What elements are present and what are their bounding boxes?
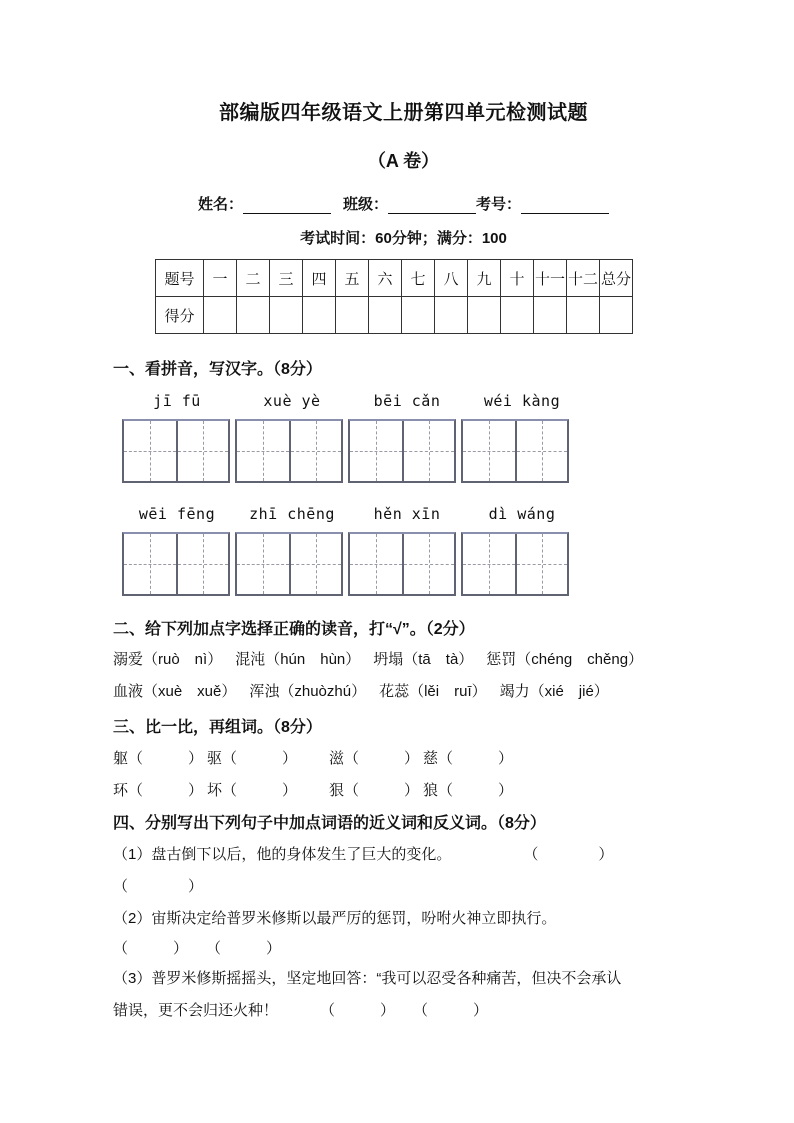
hanzi-grid-group xyxy=(235,419,343,483)
section3-row-2 xyxy=(113,780,694,802)
score-cell[interactable] xyxy=(237,297,270,334)
tian-zi-ge-cell[interactable] xyxy=(237,534,289,594)
section4-item3-line1: （3）普罗米修斯摇摇头，坚定地回答：“我可以忍受各种痛苦，但决不会承认 xyxy=(113,970,622,987)
pinyin-label: wēi fēng xyxy=(138,505,216,523)
word-formation-item[interactable]: 滋（ ） xyxy=(329,750,420,767)
section1-heading: 一、看拼音，写汉字。（8分） xyxy=(113,361,322,378)
pronunciation-choice-item[interactable]: 混沌（hún hùn） xyxy=(235,651,361,668)
section3-heading: 三、比一比，再组词。（8分） xyxy=(113,719,322,736)
score-table-header-cell: 总分 xyxy=(600,260,633,297)
word-formation-item[interactable]: 慈（ ） xyxy=(423,750,514,767)
tian-zi-ge-cell[interactable] xyxy=(289,421,341,481)
section2-heading: 二、给下列加点字选择正确的读音，打“√”。（2分） xyxy=(113,621,475,638)
pronunciation-choice-item[interactable]: 溺爱（ruò nì） xyxy=(113,651,223,668)
answer-blank[interactable]: （ ） xyxy=(113,878,204,895)
score-table-header-cell: 十一 xyxy=(534,260,567,297)
tian-zi-ge-cell[interactable] xyxy=(124,534,176,594)
tian-zi-ge-cell[interactable] xyxy=(350,534,402,594)
score-cell[interactable] xyxy=(369,297,402,334)
paper-version-subtitle: （A 卷） xyxy=(367,151,440,171)
score-cell[interactable] xyxy=(336,297,369,334)
score-cell[interactable] xyxy=(534,297,567,334)
section4-item3-line2 xyxy=(113,1000,694,1022)
score-table-header-cell: 六 xyxy=(369,260,402,297)
page-title: 部编版四年级语文上册第四单元检测试题 xyxy=(219,102,588,124)
section2-row-2 xyxy=(113,680,694,704)
tian-zi-ge-cell[interactable] xyxy=(124,421,176,481)
section4-item1-blank-line xyxy=(113,876,694,898)
word-formation-item[interactable]: 狠（ ） xyxy=(329,782,420,799)
pinyin-label: zhī chēng xyxy=(249,505,335,523)
score-table-score-row xyxy=(156,297,633,334)
pronunciation-choice-item[interactable]: 惩罚（chéng chěng） xyxy=(486,651,644,668)
hanzi-grid-group xyxy=(348,532,456,596)
hanzi-grid-group xyxy=(348,419,456,483)
pronunciation-choice-item[interactable]: 花蕊（lěi ruī） xyxy=(379,683,487,700)
tian-zi-ge-cell[interactable] xyxy=(237,421,289,481)
section4-item2-blanks xyxy=(113,938,694,960)
name-blank-field[interactable] xyxy=(243,199,331,214)
hanzi-grid-row-1 xyxy=(122,419,694,483)
pinyin-label: wéi kàng xyxy=(483,392,561,410)
answer-blank[interactable]: （ ） xyxy=(523,846,614,863)
hanzi-grid-group xyxy=(122,419,230,483)
tian-zi-ge-cell[interactable] xyxy=(176,534,228,594)
answer-blank[interactable]: （ ） xyxy=(320,1002,396,1019)
word-formation-item[interactable]: 狼（ ） xyxy=(423,782,514,799)
score-table-header-cell: 十二 xyxy=(567,260,600,297)
word-formation-item[interactable]: 环（ ） xyxy=(113,782,204,799)
sentence-text: （1）盘古倒下以后，他的身体发生了巨大的变化。 xyxy=(113,846,452,863)
pinyin-label: dì wáng xyxy=(488,505,556,523)
answer-blank[interactable]: （ ） xyxy=(413,1002,489,1019)
score-cell[interactable] xyxy=(501,297,534,334)
score-cell[interactable] xyxy=(204,297,237,334)
pronunciation-choice-item[interactable]: 竭力（xié jié） xyxy=(499,683,609,700)
pinyin-label: xuè yè xyxy=(263,392,321,410)
score-table-header-cell: 八 xyxy=(435,260,468,297)
pronunciation-choice-item[interactable]: 坍塌（tā tà） xyxy=(373,651,474,668)
section4-item1-line xyxy=(113,844,694,866)
word-formation-item[interactable]: 躯（ ） xyxy=(113,750,204,767)
score-table-header-cell: 十 xyxy=(501,260,534,297)
score-cell[interactable] xyxy=(402,297,435,334)
pinyin-label: hěn xīn xyxy=(373,505,441,523)
word-formation-item[interactable]: 驱（ ） xyxy=(207,750,298,767)
tian-zi-ge-cell[interactable] xyxy=(350,421,402,481)
student-info-line xyxy=(113,193,694,214)
exam-meta-line: 考试时间：60分钟；满分：100 xyxy=(300,230,507,247)
score-table xyxy=(155,259,633,334)
pinyin-label: jī fū xyxy=(153,392,201,410)
score-table-header-cell: 九 xyxy=(468,260,501,297)
tian-zi-ge-cell[interactable] xyxy=(289,534,341,594)
score-cell[interactable] xyxy=(435,297,468,334)
word-formation-item[interactable]: 坏（ ） xyxy=(207,782,298,799)
score-table-header-cell: 五 xyxy=(336,260,369,297)
sentence-text: 错误，更不会归还火种！ xyxy=(113,1002,279,1019)
score-table-header-cell: 三 xyxy=(270,260,303,297)
class-label: 班级： xyxy=(342,196,388,213)
score-table-header-cell: 二 xyxy=(237,260,270,297)
hanzi-grid-group xyxy=(235,532,343,596)
tian-zi-ge-cell[interactable] xyxy=(515,421,567,481)
pronunciation-choice-item[interactable]: 血液（xuè xuě） xyxy=(113,683,237,700)
tian-zi-ge-cell[interactable] xyxy=(402,534,454,594)
score-cell[interactable] xyxy=(270,297,303,334)
answer-blank[interactable]: （ ） xyxy=(206,940,282,957)
answer-blank[interactable]: （ ） xyxy=(113,940,189,957)
score-cell[interactable] xyxy=(567,297,600,334)
hanzi-grid-group xyxy=(461,532,569,596)
pinyin-label: bēi cǎn xyxy=(373,392,441,410)
hanzi-grid-group xyxy=(122,532,230,596)
score-cell[interactable] xyxy=(303,297,336,334)
section3-row-1 xyxy=(113,748,694,770)
class-blank-field[interactable] xyxy=(388,199,476,214)
exam-no-blank-field[interactable] xyxy=(521,199,609,214)
score-table-header-cell: 一 xyxy=(204,260,237,297)
score-row-label: 得分 xyxy=(156,297,204,334)
tian-zi-ge-cell[interactable] xyxy=(463,421,515,481)
section4-heading: 四、分别写出下列句子中加点词语的近义词和反义词。（8分） xyxy=(113,815,546,832)
section4-item2-line: （2）宙斯决定给普罗米修斯以最严厉的惩罚，吩咐火神立即执行。 xyxy=(113,910,557,927)
pinyin-row-1 xyxy=(122,392,694,410)
score-table-header-cell: 题号 xyxy=(156,260,204,297)
section2-row-1 xyxy=(113,648,694,672)
exam-no-label: 考号： xyxy=(476,196,522,213)
score-cell[interactable] xyxy=(600,297,633,334)
score-table-header-row xyxy=(156,260,633,297)
score-table-header-cell: 四 xyxy=(303,260,336,297)
tian-zi-ge-cell[interactable] xyxy=(402,421,454,481)
tian-zi-ge-cell[interactable] xyxy=(176,421,228,481)
tian-zi-ge-cell[interactable] xyxy=(463,534,515,594)
score-table-header-cell: 七 xyxy=(402,260,435,297)
pinyin-row-2 xyxy=(122,505,694,523)
hanzi-grid-group xyxy=(461,419,569,483)
hanzi-grid-row-2 xyxy=(122,532,694,596)
tian-zi-ge-cell[interactable] xyxy=(515,534,567,594)
score-cell[interactable] xyxy=(468,297,501,334)
name-label: 姓名： xyxy=(197,196,243,213)
pronunciation-choice-item[interactable]: 浑浊（zhuòzhú） xyxy=(249,683,367,700)
